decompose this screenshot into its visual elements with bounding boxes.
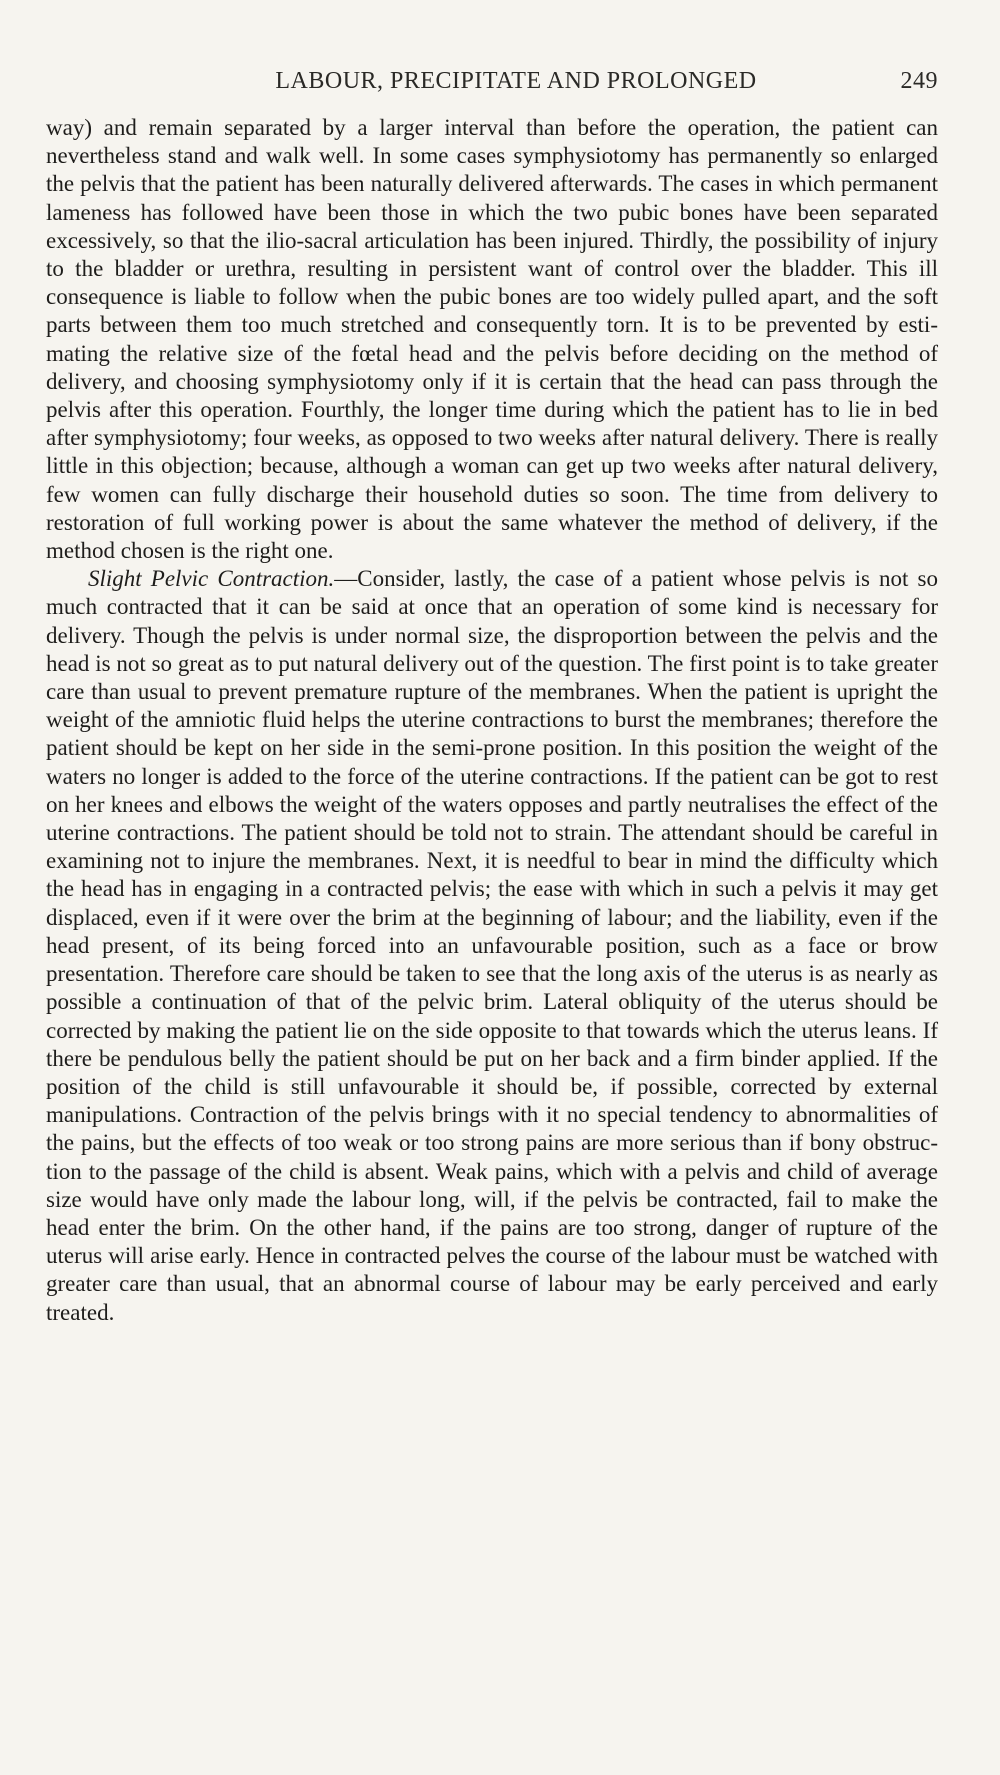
page-number: 249 <box>900 68 938 94</box>
section-title: Slight Pelvic Contraction. <box>88 566 335 592</box>
running-title: LABOUR, PRECIPITATE AND PROLONGED <box>275 68 757 94</box>
paragraph-continuation <box>46 114 938 565</box>
paragraph-slight-pelvic-contraction <box>46 565 938 1326</box>
page-body <box>46 114 938 1327</box>
paragraph-text: way) and remain separated by a larger interval than before the operation, the patient can nevertheless stand and walk well. In some cases symphysiotomy has permanently so enlarged the pelvis that the patient has been naturally delivered afterwards. The cases in which permanent lameness has followed have been those in which the two pubic bones have been separated excessively, so that the ilio-sacral articulation has been injured. Thirdly, the possibility of injury to the bladder or urethra, resulting in persistent want of control over the bladder. This ill consequence is liable to follow when the pubic bones are too widely pulled apart, and the soft parts between them too much stretched and consequently torn. It is to be prevented by estimating the relative size of the fœtal head and the pelvis before deciding on the method of delivery, and choosing symphysiotomy only if it is certain that the head can pass through the pelvis after this operation. Fourthly, the longer time during which the patient has to lie in bed after symphysiotomy; four weeks, as opposed to two weeks after natural delivery. There is really little in this objection; because, although a woman can get up two weeks after natural delivery, few women can fully discharge their household duties so soon. The time from delivery to restoration of full working power is about the same whatever the method of delivery, if the method chosen is the right one. <box>46 115 938 564</box>
paragraph-text: —Consider, lastly, the case of a patient whose pelvis is not so much contracted that it can be said at once that an operation of some kind is necessary for delivery. Though the pelvis is under normal size, the disproportion between the pelvis and the head is not so great as to put natural delivery out of the question. The first point is to take greater care than usual to prevent premature rupture of the membranes. When the patient is upright the weight of the amniotic fluid helps the uterine contractions to burst the membranes; therefore the patient should be kept on her side in the semi-prone position. In this position the weight of the waters no longer is added to the force of the uterine contractions. If the patient can be got to rest on her knees and elbows the weight of the waters opposes and partly neutralises the effect of the uterine contractions. The patient should be told not to strain. The attendant should be careful in examining not to injure the membranes. Next, it is needful to bear in mind the difficulty which the head has in engaging in a contracted pelvis; the ease with which in such a pelvis it may get displaced, even if it were over the brim at the beginning of labour; and the liability, even if the head present, of its being forced into an unfavourable position, such as a face or brow presentation. Therefore care should be taken to see that the long axis of the uterus is as nearly as possible a continuation of that of the pelvic brim. Lateral obliquity of the uterus should be corrected by making the patient lie on the side opposite to that towards which the uterus leans. If there be pendulous belly the patient should be put on her back and a firm binder applied. If the position of the child is still unfavourable it should be, if possible, corrected by external manipulations. Contraction of the pelvis brings with it no special tendency to abnormalities of the pains, but the effects of too weak or too strong pains are more serious than if bony obstruction to the passage of the child is absent. Weak pains, which with a pelvis and child of average size would have only made the labour long, will, if the pelvis be contracted, fail to make the head enter the brim. On the other hand, if the pains are too strong, danger of rupture of the uterus will arise early. Hence in contracted pelves the course of the labour must be watched with greater care than usual, that an abnormal course of labour may be early perceived and early treated. <box>46 566 939 1325</box>
page-header <box>46 68 938 104</box>
